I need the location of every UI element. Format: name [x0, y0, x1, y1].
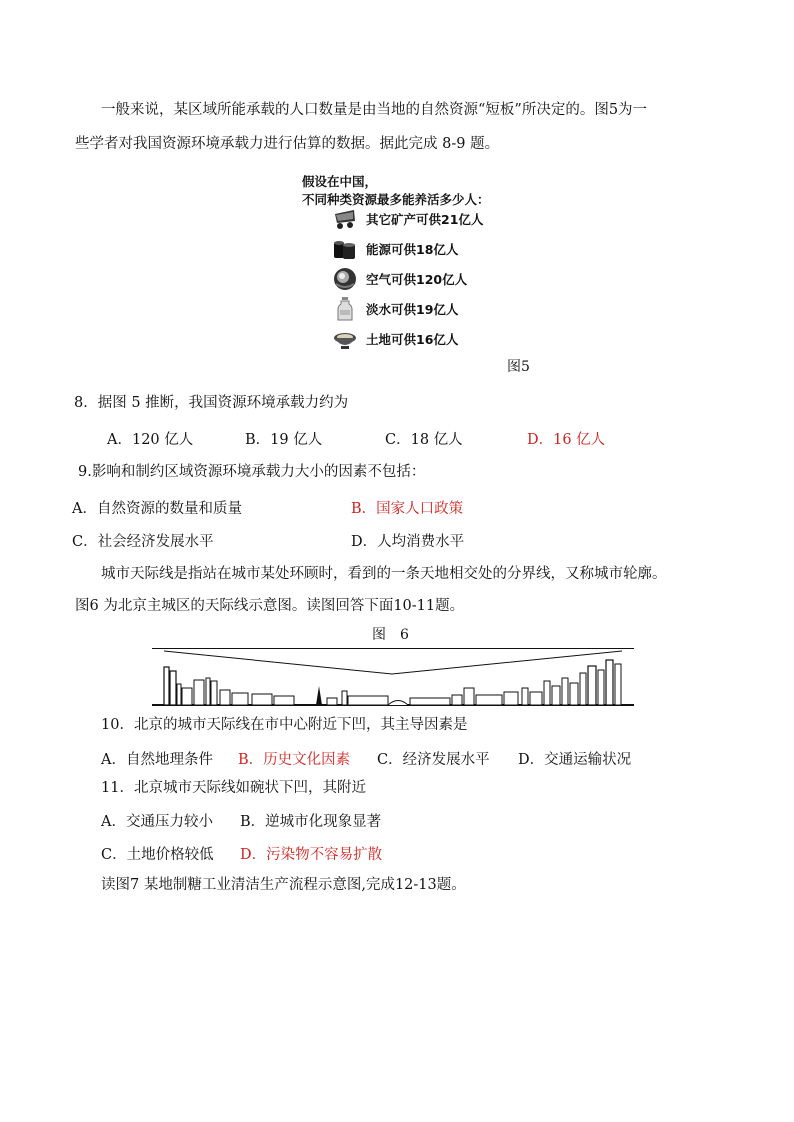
q11-option-d-answer: D．污染物不容易扩散 — [240, 847, 383, 863]
q11-option-c: C．土地价格较低 — [101, 847, 214, 863]
resource-label-water: 淡水可供19亿人 — [366, 302, 459, 317]
figure-5-heading-1: 假设在中国， — [302, 174, 378, 189]
q8-option-b: B．19 亿人 — [245, 432, 323, 448]
mine-cart-icon — [332, 206, 358, 232]
resource-row-minerals — [332, 206, 483, 232]
q10-stem: 10．北京的城市天际线在市中心附近下凹，其主导因素是 — [101, 717, 468, 733]
resource-label-minerals: 其它矿产可供21亿人 — [366, 212, 484, 227]
air-globe-icon — [332, 266, 358, 292]
q9-option-a: A．自然资源的数量和质量 — [72, 501, 242, 517]
q10-option-a: A．自然地理条件 — [101, 752, 213, 768]
intro-line-2: 些学者对我国资源环境承载力进行估算的数据。据此完成 8-9 题。 — [75, 136, 500, 152]
resource-row-air — [332, 266, 467, 292]
intro-line-1: 一般来说，某区域所能承载的人口数量是由当地的自然资源“短板”所决定的。图5为一 — [101, 102, 648, 118]
q9-option-d: D．人均消费水平 — [351, 534, 465, 550]
oil-barrels-icon — [332, 236, 358, 262]
q11-option-b: B．逆城市化现象显著 — [240, 814, 382, 830]
q11-stem: 11．北京城市天际线如碗状下凹，其附近 — [101, 780, 366, 796]
q9-stem: 9.影响和制约区域资源环境承载力大小的因素不包括： — [78, 464, 426, 480]
figure-5 — [298, 170, 518, 360]
figure-5-heading-2: 不同种类资源最多能养活多少人： — [302, 192, 490, 207]
resource-row-water — [332, 296, 458, 322]
fig7-intro: 读图7 某地制糖工业清洁生产流程示意图,完成12-13题。 — [101, 877, 466, 893]
q10-option-b-answer: B．历史文化因素 — [238, 752, 351, 768]
resource-label-energy: 能源可供18亿人 — [366, 242, 459, 257]
resource-label-land: 土地可供16亿人 — [366, 332, 459, 347]
skyline-line-1: 城市天际线是指站在城市某处环顾时，看到的一条天地相交处的分界线，又称城市轮廓。 — [101, 566, 667, 582]
q8-option-a: A．120 亿人 — [107, 432, 194, 448]
q8-stem: 8．据图 5 推断，我国资源环境承载力约为 — [74, 395, 349, 411]
q9-option-b-answer: B．国家人口政策 — [351, 501, 464, 517]
figure-6-skyline-diagram — [152, 648, 634, 710]
q8-option-c: C．18 亿人 — [385, 432, 463, 448]
resource-row-energy — [332, 236, 458, 262]
q10-option-c: C．经济发展水平 — [377, 752, 490, 768]
resource-row-land — [332, 326, 458, 352]
soil-bowl-icon — [332, 326, 358, 352]
q8-option-d-answer: D．16 亿人 — [527, 432, 606, 448]
q10-option-d: D．交通运输状况 — [518, 752, 632, 768]
q11-option-a: A．交通压力较小 — [101, 814, 213, 830]
figure-6-caption: 图 6 — [372, 627, 409, 643]
water-bottle-icon — [332, 296, 358, 322]
figure-5-caption: 图5 — [507, 359, 530, 375]
resource-label-air: 空气可供120亿人 — [366, 272, 468, 287]
q9-option-c: C．社会经济发展水平 — [72, 534, 214, 550]
skyline-line-2: 图6 为北京主城区的天际线示意图。读图回答下面10-11题。 — [75, 598, 465, 614]
